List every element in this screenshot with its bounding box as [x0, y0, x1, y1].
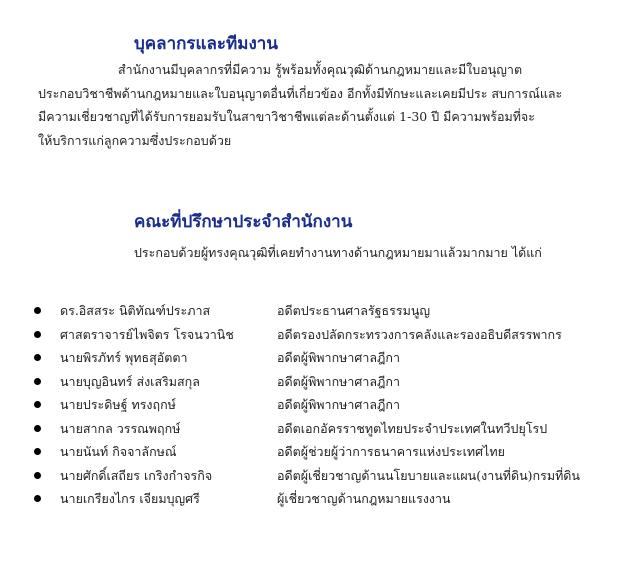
advisor-role: อดีตประธานศาลรัฐธรรมนูญ — [277, 303, 431, 318]
section-title-advisors: คณะที่ปรึกษาประจำสำนักงาน — [134, 212, 353, 232]
section-title-personnel: บุคลากรและทีมงาน — [134, 34, 278, 54]
advisor-name: ดร.อิสสระ นิติทัณฑ์ประภาส — [60, 303, 211, 318]
advisor-role: ผู้เชี่ยวชาญด้านกฎหมายแรงงาน — [277, 491, 451, 506]
advisors-intro: ประกอบด้วยผู้ทรงคุณวุฒิที่เคยทำงานทางด้านกฎหมายมาแล้วมากมาย ได้แก่ — [134, 245, 542, 260]
paragraph-line: มีความเชี่ยวชาญที่ได้รับการยอมรับในสาขาวิชาชีพแต่ละด้านตั้งแต่ 1-30 ปี มีความพร้อมที่จะ — [38, 109, 535, 124]
bullet-icon — [34, 354, 41, 361]
bullet-icon — [34, 378, 41, 385]
bullet-icon — [34, 307, 41, 314]
advisor-role: อดีตเอกอัครราชทูตไทยประจำประเทศในทวีปยุโรป — [277, 420, 548, 436]
personnel-paragraph — [38, 58, 598, 152]
advisor-name: นายสากล วรรณพฤกษ์ — [60, 420, 181, 436]
advisor-role: อดีตผู้พิพากษาศาลฎีกา — [277, 397, 400, 412]
bullet-icon — [34, 448, 41, 455]
advisor-name: นายศักดิ์เสถียร เกริงกำจรกิจ — [60, 467, 213, 483]
advisor-name: ศาสตราจารย์ไพจิตร โรจนวานิช — [60, 326, 234, 342]
advisor-name: นายเกรียงไกร เจียมบุญศรี — [60, 491, 200, 506]
bullet-icon — [34, 472, 41, 479]
paragraph-line: สำนักงานมีบุคลากรที่มีความ รู้พร้อมทั้งคุณวุฒิด้านกฎหมายและมีใบอนุญาต — [118, 62, 523, 77]
advisor-role: อดีตผู้เชี่ยวชาญด้านนโยบายและแผน(งานที่ดิน)กรมที่ดิน — [277, 467, 580, 483]
paragraph-line: ให้บริการแก่ลูกความซึ่งประกอบด้วย — [38, 132, 232, 148]
advisor-role: อดีตผู้พิพากษาศาลฎีกา — [277, 350, 400, 365]
advisor-role: อดีตรองปลัดกระทรวงการคลังและรองอธิบดีสรรพากร — [277, 326, 562, 342]
advisor-role: อดีตผู้ช่วยผู้ว่าการธนาคารแห่งประเทศไทย — [277, 444, 505, 459]
advisor-name: นายประดิษฐ์ ทรงฤกษ์ — [60, 397, 176, 412]
advisor-name: นายนันท์ กิจจาลักษณ์ — [60, 444, 177, 459]
paragraph-line: ประกอบวิชาชีพด้านกฎหมายและใบอนุญาตอื่นที่เกี่ยวข้อง อีกทั้งมีทักษะและเคยมีประ สบการณ์และ — [38, 85, 563, 101]
bullet-icon — [34, 331, 41, 338]
advisor-role: อดีตผู้พิพากษาศาลฎีกา — [277, 373, 400, 389]
advisor-name: นายบุญอินทร์ ส่งเสริมสกุล — [60, 373, 200, 389]
bullet-icon — [34, 401, 41, 408]
bullet-icon — [34, 495, 41, 502]
advisor-name: นายพิรภัทร์ พุทธสุอัตตา — [60, 350, 188, 365]
bullet-icon — [34, 425, 41, 432]
